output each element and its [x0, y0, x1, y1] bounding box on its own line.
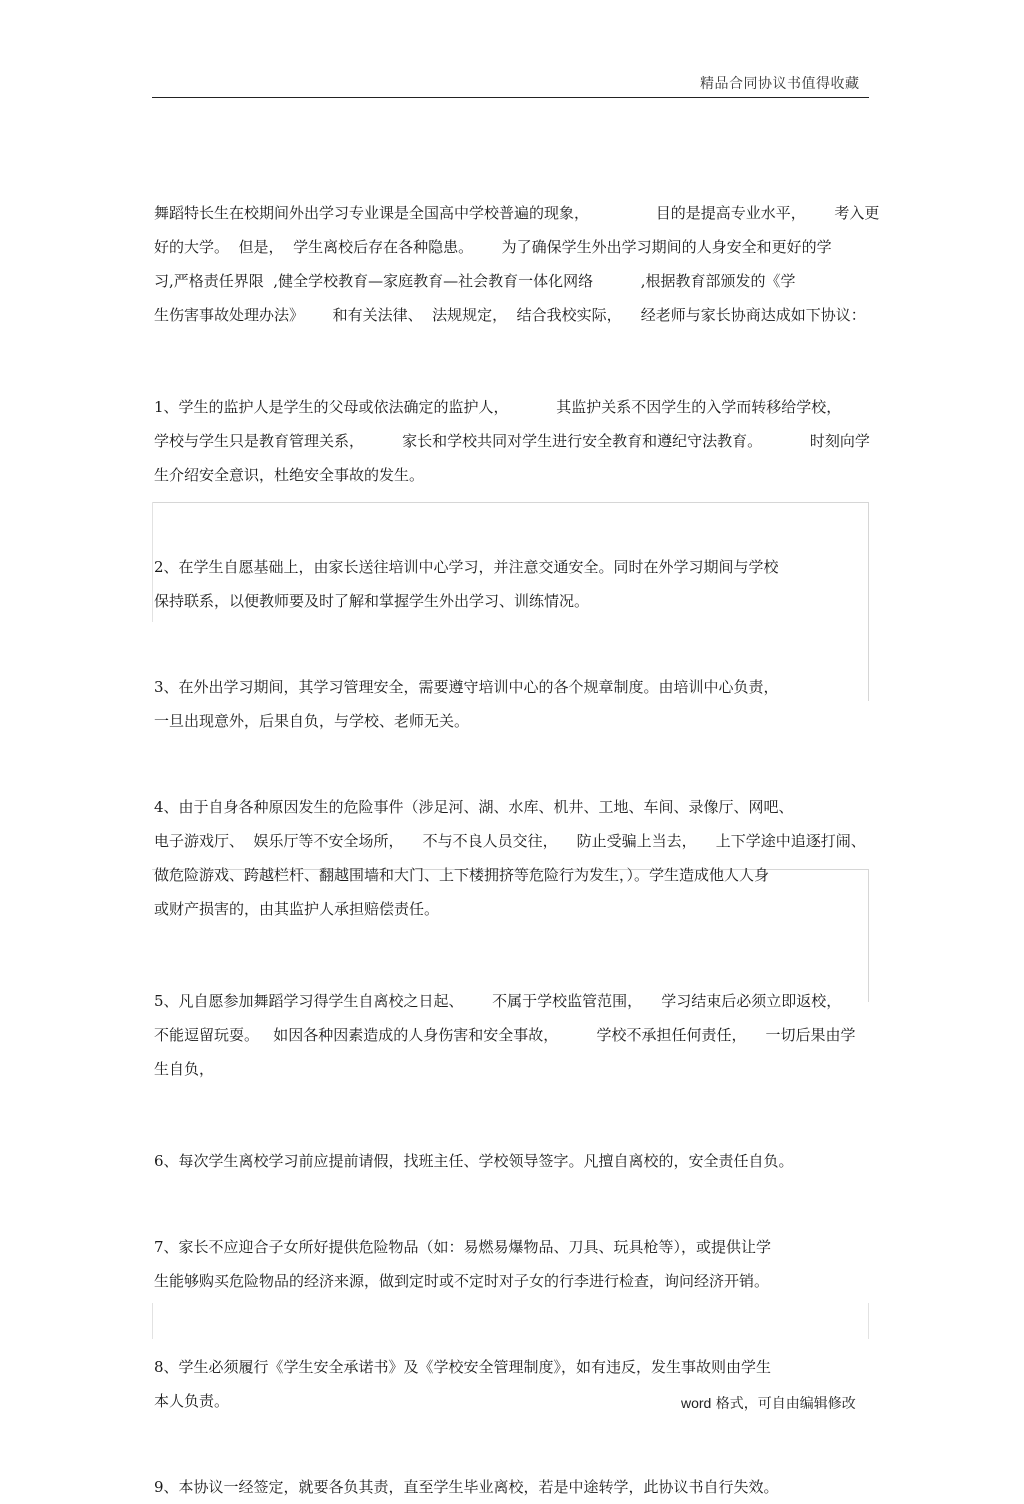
- footer-word-label: word: [681, 1395, 712, 1411]
- clause-line: 或财产损害的，由其监护人承担赔偿责任。: [154, 900, 440, 918]
- clause-line: 本人负责。: [154, 1392, 230, 1410]
- clause-line: 4、由于自身各种原因发生的危险事件（涉足河、湖、水库、机井、工地、车间、录像厅、网吧、: [154, 798, 794, 816]
- scan-frame-1-left: [152, 502, 153, 622]
- footer-note: 格式，可自由编辑修改: [711, 1396, 856, 1412]
- clause-line: 电子游戏厅、 娱乐厅等不安全场所， 不与不良人员交往， 防止受骗上当去， 上下学途中追逐打闹、: [154, 832, 866, 850]
- clause-line: 8、学生必须履行《学生安全承诺书》及《学校安全管理制度》，如有违反，发生事故则由学生: [154, 1358, 772, 1376]
- clause-6: [154, 1144, 866, 1178]
- clause-line: 7、家长不应迎合子女所好提供危险物品（如：易燃易爆物品、刀具、玩具枪等），或提供让学: [154, 1238, 772, 1256]
- clause-line: 生介绍安全意识，杜绝安全事故的发生。: [154, 466, 425, 484]
- clause-line: 生能够购买危险物品的经济来源，做到定时或不定时对子女的行李进行检查，询问经济开销。: [154, 1272, 770, 1290]
- intro-line: 习,严格责任界限 ,健全学校教育—家庭教育—社会教育一体化网络 ,根据教育部颁发的《学: [154, 272, 796, 290]
- clause-line: 2、在学生自愿基础上，由家长送往培训中心学习，并注意交通安全。同时在外学习期间与学校: [154, 558, 779, 576]
- page-footer: [681, 1393, 856, 1413]
- clause-4: [154, 790, 866, 926]
- clause-line: 5、凡自愿参加舞蹈学习得学生自离校之日起、 不属于学校监管范围， 学习结束后必须立即返校，: [154, 992, 842, 1010]
- clause-line: 6、每次学生离校学习前应提前请假，找班主任、学校领导签字。凡擅自离校的，安全责任自负。: [154, 1152, 794, 1170]
- clause-line: 9、本协议一经签定，就要各负其责，直至学生毕业离校，若是中途转学，此协议书自行失效。: [154, 1478, 779, 1496]
- clause-line: 一旦出现意外，后果自负，与学校、老师无关。: [154, 712, 470, 730]
- agreement-body: [154, 196, 880, 1504]
- clause-line: 保持联系，以便教师要及时了解和掌握学生外出学习、训练情况。: [154, 592, 590, 610]
- intro-paragraph: [154, 196, 880, 332]
- header-rule: [152, 97, 869, 98]
- scan-frame-3-left: [152, 1303, 153, 1339]
- intro-line: 好的大学。 但是， 学生离校后存在各种隐患。 为了确保学生外出学习期间的人身安全和更好的学: [154, 238, 832, 256]
- clause-line: 生自负，: [154, 1060, 215, 1078]
- clause-5: [154, 984, 866, 1086]
- clause-9: [154, 1470, 866, 1504]
- clause-1: [154, 390, 870, 492]
- clause-line: 1、学生的监护人是学生的父母或依法确定的监护人， 其监护关系不因学生的入学而转移给学校，: [154, 398, 842, 416]
- clause-line: 3、在外出学习期间，其学习管理安全，需要遵守培训中心的各个规章制度。由培训中心负责，: [154, 678, 779, 696]
- clause-line: 学校与学生只是教育管理关系， 家长和学校共同对学生进行安全教育和遵纪守法教育。 时刻向学: [154, 432, 870, 450]
- intro-line: 舞蹈特长生在校期间外出学习专业课是全国高中学校普遍的现象， 目的是提高专业水平， 考入更: [154, 204, 880, 222]
- clause-7: [154, 1230, 866, 1298]
- page-header-text: 精品合同协议书值得收藏: [700, 76, 860, 92]
- scan-frame-3-right: [868, 1303, 869, 1339]
- clause-line: 不能逗留玩耍。 如因各种因素造成的人身伤害和安全事故， 学校不承担任何责任， 一切后果由学: [154, 1026, 856, 1044]
- clause-3: [154, 670, 866, 738]
- clause-line: 做危险游戏、跨越栏杆、翻越围墙和大门、上下楼拥挤等危险行为发生，）。学生造成他人人身: [154, 866, 770, 884]
- intro-line: 生伤害事故处理办法》 和有关法律、 法规规定， 结合我校实际， 经老师与家长协商达成如下协议：: [154, 306, 866, 324]
- clause-2: [154, 550, 866, 618]
